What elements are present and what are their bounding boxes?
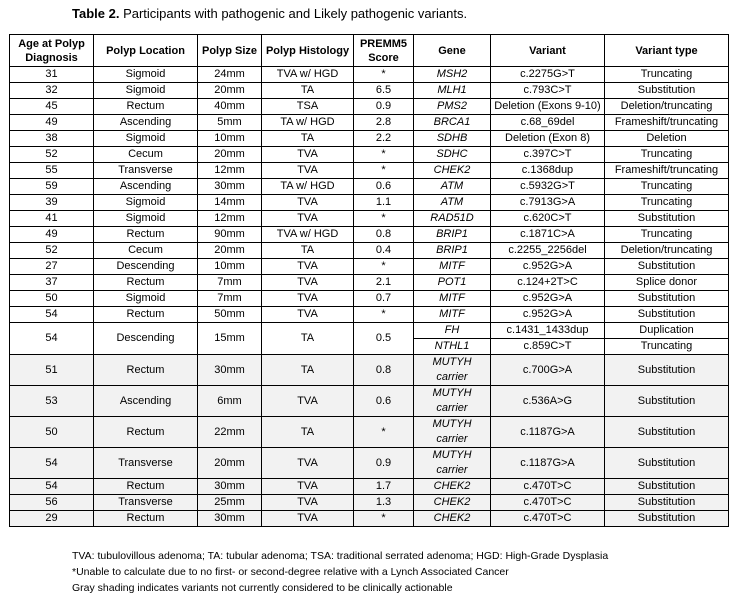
premm5-cell: * <box>354 147 414 163</box>
variant-type-cell: Truncating <box>605 67 729 83</box>
variant-cell: c.1871C>A <box>491 227 605 243</box>
gene-cell: MSH2 <box>414 67 491 83</box>
variant-type-cell: Substitution <box>605 259 729 275</box>
table-row <box>10 275 729 291</box>
histology-cell: TA <box>262 243 354 259</box>
location-cell: Sigmoid <box>94 83 198 99</box>
premm5-cell: 0.6 <box>354 386 414 417</box>
gene-cell: PMS2 <box>414 99 491 115</box>
gene-cell: RAD51D <box>414 211 491 227</box>
premm5-cell: 2.8 <box>354 115 414 131</box>
age-cell: 54 <box>10 479 94 495</box>
histology-cell: TVA <box>262 386 354 417</box>
variant-cell: c.952G>A <box>491 291 605 307</box>
location-cell: Sigmoid <box>94 131 198 147</box>
premm5-cell: 0.7 <box>354 291 414 307</box>
gene-qualifier: carrier <box>436 464 468 476</box>
histology-cell: TVA <box>262 511 354 527</box>
table-row <box>10 243 729 259</box>
location-cell: Ascending <box>94 179 198 195</box>
variant-type-cell: Deletion <box>605 131 729 147</box>
age-cell: 31 <box>10 67 94 83</box>
gene-cell <box>414 448 491 479</box>
gene-qualifier: carrier <box>436 371 468 383</box>
age-cell: 39 <box>10 195 94 211</box>
age-cell: 50 <box>10 291 94 307</box>
table-row <box>10 307 729 323</box>
gene-cell: MLH1 <box>414 83 491 99</box>
variant-cell: c.124+2T>C <box>491 275 605 291</box>
header-size: Polyp Size <box>198 35 262 67</box>
premm5-cell: * <box>354 511 414 527</box>
variant-cell: c.1368dup <box>491 163 605 179</box>
variant-type-cell: Duplication <box>605 323 729 339</box>
gene-name: MUTYH <box>432 418 472 430</box>
histology-cell: TSA <box>262 99 354 115</box>
age-cell: 54 <box>10 323 94 355</box>
variant-type-cell: Substitution <box>605 83 729 99</box>
histology-cell: TA w/ HGD <box>262 115 354 131</box>
histology-cell: TVA <box>262 307 354 323</box>
table-row-shaded <box>10 479 729 495</box>
variant-type-cell: Deletion/truncating <box>605 99 729 115</box>
gene-cell: CHEK2 <box>414 511 491 527</box>
size-cell: 20mm <box>198 147 262 163</box>
variant-cell: c.68_69del <box>491 115 605 131</box>
variant-cell: c.859C>T <box>491 339 605 355</box>
size-cell: 30mm <box>198 179 262 195</box>
premm5-cell: * <box>354 211 414 227</box>
variant-type-cell: Substitution <box>605 448 729 479</box>
table-row-shaded <box>10 355 729 386</box>
size-cell: 10mm <box>198 131 262 147</box>
gene-name: MUTYH <box>432 356 472 368</box>
histology-cell: TVA <box>262 211 354 227</box>
location-cell: Transverse <box>94 448 198 479</box>
age-cell: 55 <box>10 163 94 179</box>
size-cell: 30mm <box>198 355 262 386</box>
gene-name: MUTYH <box>432 449 472 461</box>
age-cell: 59 <box>10 179 94 195</box>
gene-cell: BRCA1 <box>414 115 491 131</box>
variant-cell: c.536A>G <box>491 386 605 417</box>
age-cell: 53 <box>10 386 94 417</box>
size-cell: 5mm <box>198 115 262 131</box>
histology-cell: TA w/ HGD <box>262 179 354 195</box>
variant-cell: c.2255_2256del <box>491 243 605 259</box>
histology-cell: TVA <box>262 259 354 275</box>
note-asterisk: *Unable to calculate due to no first- or second-degree relative with a Lynch Associated Cancer <box>72 566 509 578</box>
premm5-cell: * <box>354 307 414 323</box>
size-cell: 20mm <box>198 83 262 99</box>
age-cell: 51 <box>10 355 94 386</box>
table-row <box>10 131 729 147</box>
gene-cell: POT1 <box>414 275 491 291</box>
variant-cell: c.620C>T <box>491 211 605 227</box>
location-cell: Rectum <box>94 355 198 386</box>
table-row-shaded <box>10 448 729 479</box>
variant-cell: c.470T>C <box>491 511 605 527</box>
table-row <box>10 179 729 195</box>
table-row <box>10 259 729 275</box>
variant-type-cell: Substitution <box>605 386 729 417</box>
gene-cell: CHEK2 <box>414 479 491 495</box>
variant-cell: c.470T>C <box>491 479 605 495</box>
age-cell: 38 <box>10 131 94 147</box>
premm5-cell: 0.9 <box>354 99 414 115</box>
variant-type-cell: Substitution <box>605 479 729 495</box>
histology-cell: TVA <box>262 291 354 307</box>
variant-type-cell: Deletion/truncating <box>605 243 729 259</box>
variant-cell: Deletion (Exons 9-10) <box>491 99 605 115</box>
gene-cell: FH <box>414 323 491 339</box>
size-cell: 10mm <box>198 259 262 275</box>
age-cell: 45 <box>10 99 94 115</box>
variant-type-cell: Truncating <box>605 147 729 163</box>
location-cell: Rectum <box>94 479 198 495</box>
size-cell: 7mm <box>198 291 262 307</box>
histology-cell: TA <box>262 417 354 448</box>
age-cell: 29 <box>10 511 94 527</box>
location-cell: Rectum <box>94 511 198 527</box>
premm5-cell: 0.5 <box>354 323 414 355</box>
premm5-cell: 1.1 <box>354 195 414 211</box>
size-cell: 90mm <box>198 227 262 243</box>
location-cell: Sigmoid <box>94 291 198 307</box>
premm5-cell: 0.9 <box>354 448 414 479</box>
variant-cell: Deletion (Exon 8) <box>491 131 605 147</box>
variant-cell: c.952G>A <box>491 307 605 323</box>
premm5-cell: * <box>354 417 414 448</box>
histology-cell: TVA <box>262 195 354 211</box>
histology-cell: TVA w/ HGD <box>262 67 354 83</box>
caption-text: Participants with pathogenic and Likely pathogenic variants. <box>119 6 468 21</box>
size-cell: 40mm <box>198 99 262 115</box>
histology-cell: TVA <box>262 479 354 495</box>
location-cell: Rectum <box>94 227 198 243</box>
note-gray-shading: Gray shading indicates variants not currently considered to be clinically actionable <box>72 582 453 594</box>
size-cell: 14mm <box>198 195 262 211</box>
location-cell: Sigmoid <box>94 211 198 227</box>
gene-qualifier: carrier <box>436 402 468 414</box>
variant-type-cell: Substitution <box>605 355 729 386</box>
age-cell: 54 <box>10 448 94 479</box>
gene-cell: MITF <box>414 307 491 323</box>
variant-type-cell: Frameshift/truncating <box>605 115 729 131</box>
age-cell: 56 <box>10 495 94 511</box>
age-cell: 27 <box>10 259 94 275</box>
variant-type-cell: Truncating <box>605 195 729 211</box>
size-cell: 24mm <box>198 67 262 83</box>
premm5-cell: 1.3 <box>354 495 414 511</box>
gene-cell <box>414 417 491 448</box>
variant-cell: c.7913G>A <box>491 195 605 211</box>
histology-cell: TVA <box>262 275 354 291</box>
variant-type-cell: Substitution <box>605 307 729 323</box>
table-row-shaded <box>10 417 729 448</box>
location-cell: Rectum <box>94 417 198 448</box>
age-cell: 32 <box>10 83 94 99</box>
size-cell: 20mm <box>198 243 262 259</box>
age-cell: 41 <box>10 211 94 227</box>
premm5-cell: 1.7 <box>354 479 414 495</box>
gene-cell: MITF <box>414 259 491 275</box>
location-cell: Ascending <box>94 386 198 417</box>
location-cell: Rectum <box>94 307 198 323</box>
histology-cell: TVA <box>262 495 354 511</box>
size-cell: 22mm <box>198 417 262 448</box>
size-cell: 15mm <box>198 323 262 355</box>
gene-cell: ATM <box>414 179 491 195</box>
variant-cell: c.397C>T <box>491 147 605 163</box>
histology-cell: TVA <box>262 163 354 179</box>
gene-cell: ATM <box>414 195 491 211</box>
size-cell: 50mm <box>198 307 262 323</box>
note-abbreviations: TVA: tubulovillous adenoma; TA: tubular adenoma; TSA: traditional serrated adenoma; HGD: High-Grade Dysplasia <box>72 550 609 562</box>
histology-cell: TVA <box>262 448 354 479</box>
premm5-cell: 2.2 <box>354 131 414 147</box>
header-location: Polyp Location <box>94 35 198 67</box>
table-row <box>10 291 729 307</box>
histology-cell: TA <box>262 131 354 147</box>
size-cell: 12mm <box>198 211 262 227</box>
table-notes <box>72 548 608 596</box>
variant-type-cell: Substitution <box>605 511 729 527</box>
gene-cell: BRIP1 <box>414 227 491 243</box>
location-cell: Descending <box>94 259 198 275</box>
age-cell: 37 <box>10 275 94 291</box>
histology-cell: TA <box>262 355 354 386</box>
gene-qualifier: carrier <box>436 433 468 445</box>
variant-cell: c.1187G>A <box>491 417 605 448</box>
variant-type-cell: Splice donor <box>605 275 729 291</box>
gene-cell <box>414 386 491 417</box>
age-cell: 50 <box>10 417 94 448</box>
variant-cell: c.2275G>T <box>491 67 605 83</box>
header-row <box>10 35 729 67</box>
location-cell: Transverse <box>94 495 198 511</box>
variant-type-cell: Substitution <box>605 495 729 511</box>
table-caption <box>72 6 467 21</box>
gene-cell <box>414 355 491 386</box>
age-cell: 49 <box>10 227 94 243</box>
table-row <box>10 163 729 179</box>
table-row <box>10 195 729 211</box>
table-row-shaded <box>10 511 729 527</box>
variant-type-cell: Truncating <box>605 179 729 195</box>
header-variant-type: Variant type <box>605 35 729 67</box>
age-cell: 52 <box>10 147 94 163</box>
size-cell: 30mm <box>198 479 262 495</box>
location-cell: Rectum <box>94 99 198 115</box>
variant-cell: c.1431_1433dup <box>491 323 605 339</box>
table-row-shaded <box>10 495 729 511</box>
location-cell: Rectum <box>94 275 198 291</box>
variant-type-cell: Truncating <box>605 227 729 243</box>
variant-cell: c.1187G>A <box>491 448 605 479</box>
caption-label: Table 2. <box>72 6 120 21</box>
table-row <box>10 67 729 83</box>
variant-cell: c.793C>T <box>491 83 605 99</box>
gene-cell: BRIP1 <box>414 243 491 259</box>
location-cell: Sigmoid <box>94 195 198 211</box>
size-cell: 12mm <box>198 163 262 179</box>
table-row-shaded <box>10 386 729 417</box>
variant-type-cell: Substitution <box>605 417 729 448</box>
age-cell: 54 <box>10 307 94 323</box>
premm5-cell: 0.6 <box>354 179 414 195</box>
premm5-cell: 6.5 <box>354 83 414 99</box>
premm5-cell: 0.4 <box>354 243 414 259</box>
table-row <box>10 115 729 131</box>
premm5-cell: 2.1 <box>354 275 414 291</box>
histology-cell: TVA w/ HGD <box>262 227 354 243</box>
variant-type-cell: Substitution <box>605 211 729 227</box>
header-variant: Variant <box>491 35 605 67</box>
variant-type-cell: Frameshift/truncating <box>605 163 729 179</box>
header-premm5: PREMM5 Score <box>354 35 414 67</box>
header-gene: Gene <box>414 35 491 67</box>
table-row <box>10 83 729 99</box>
location-cell: Cecum <box>94 243 198 259</box>
size-cell: 25mm <box>198 495 262 511</box>
header-age: Age at Polyp Diagnosis <box>10 35 94 67</box>
location-cell: Transverse <box>94 163 198 179</box>
table-row-split <box>10 323 729 339</box>
table-row <box>10 211 729 227</box>
variant-type-cell: Substitution <box>605 291 729 307</box>
gene-cell: SDHC <box>414 147 491 163</box>
premm5-cell: 0.8 <box>354 227 414 243</box>
location-cell: Cecum <box>94 147 198 163</box>
table-row <box>10 147 729 163</box>
size-cell: 6mm <box>198 386 262 417</box>
gene-cell: NTHL1 <box>414 339 491 355</box>
premm5-cell: 0.8 <box>354 355 414 386</box>
location-cell: Ascending <box>94 115 198 131</box>
table-row <box>10 99 729 115</box>
histology-cell: TVA <box>262 147 354 163</box>
variant-type-cell: Truncating <box>605 339 729 355</box>
age-cell: 52 <box>10 243 94 259</box>
size-cell: 20mm <box>198 448 262 479</box>
header-histology: Polyp Histology <box>262 35 354 67</box>
age-cell: 49 <box>10 115 94 131</box>
premm5-cell: * <box>354 67 414 83</box>
variant-cell: c.700G>A <box>491 355 605 386</box>
gene-cell: SDHB <box>414 131 491 147</box>
gene-cell: CHEK2 <box>414 163 491 179</box>
variant-cell: c.952G>A <box>491 259 605 275</box>
premm5-cell: * <box>354 163 414 179</box>
variant-cell: c.5932G>T <box>491 179 605 195</box>
location-cell: Sigmoid <box>94 67 198 83</box>
participants-table <box>9 34 729 527</box>
size-cell: 30mm <box>198 511 262 527</box>
histology-cell: TA <box>262 83 354 99</box>
table-row <box>10 227 729 243</box>
gene-cell: MITF <box>414 291 491 307</box>
premm5-cell: * <box>354 259 414 275</box>
size-cell: 7mm <box>198 275 262 291</box>
histology-cell: TA <box>262 323 354 355</box>
gene-cell: CHEK2 <box>414 495 491 511</box>
location-cell: Descending <box>94 323 198 355</box>
variant-cell: c.470T>C <box>491 495 605 511</box>
gene-name: MUTYH <box>432 387 472 399</box>
